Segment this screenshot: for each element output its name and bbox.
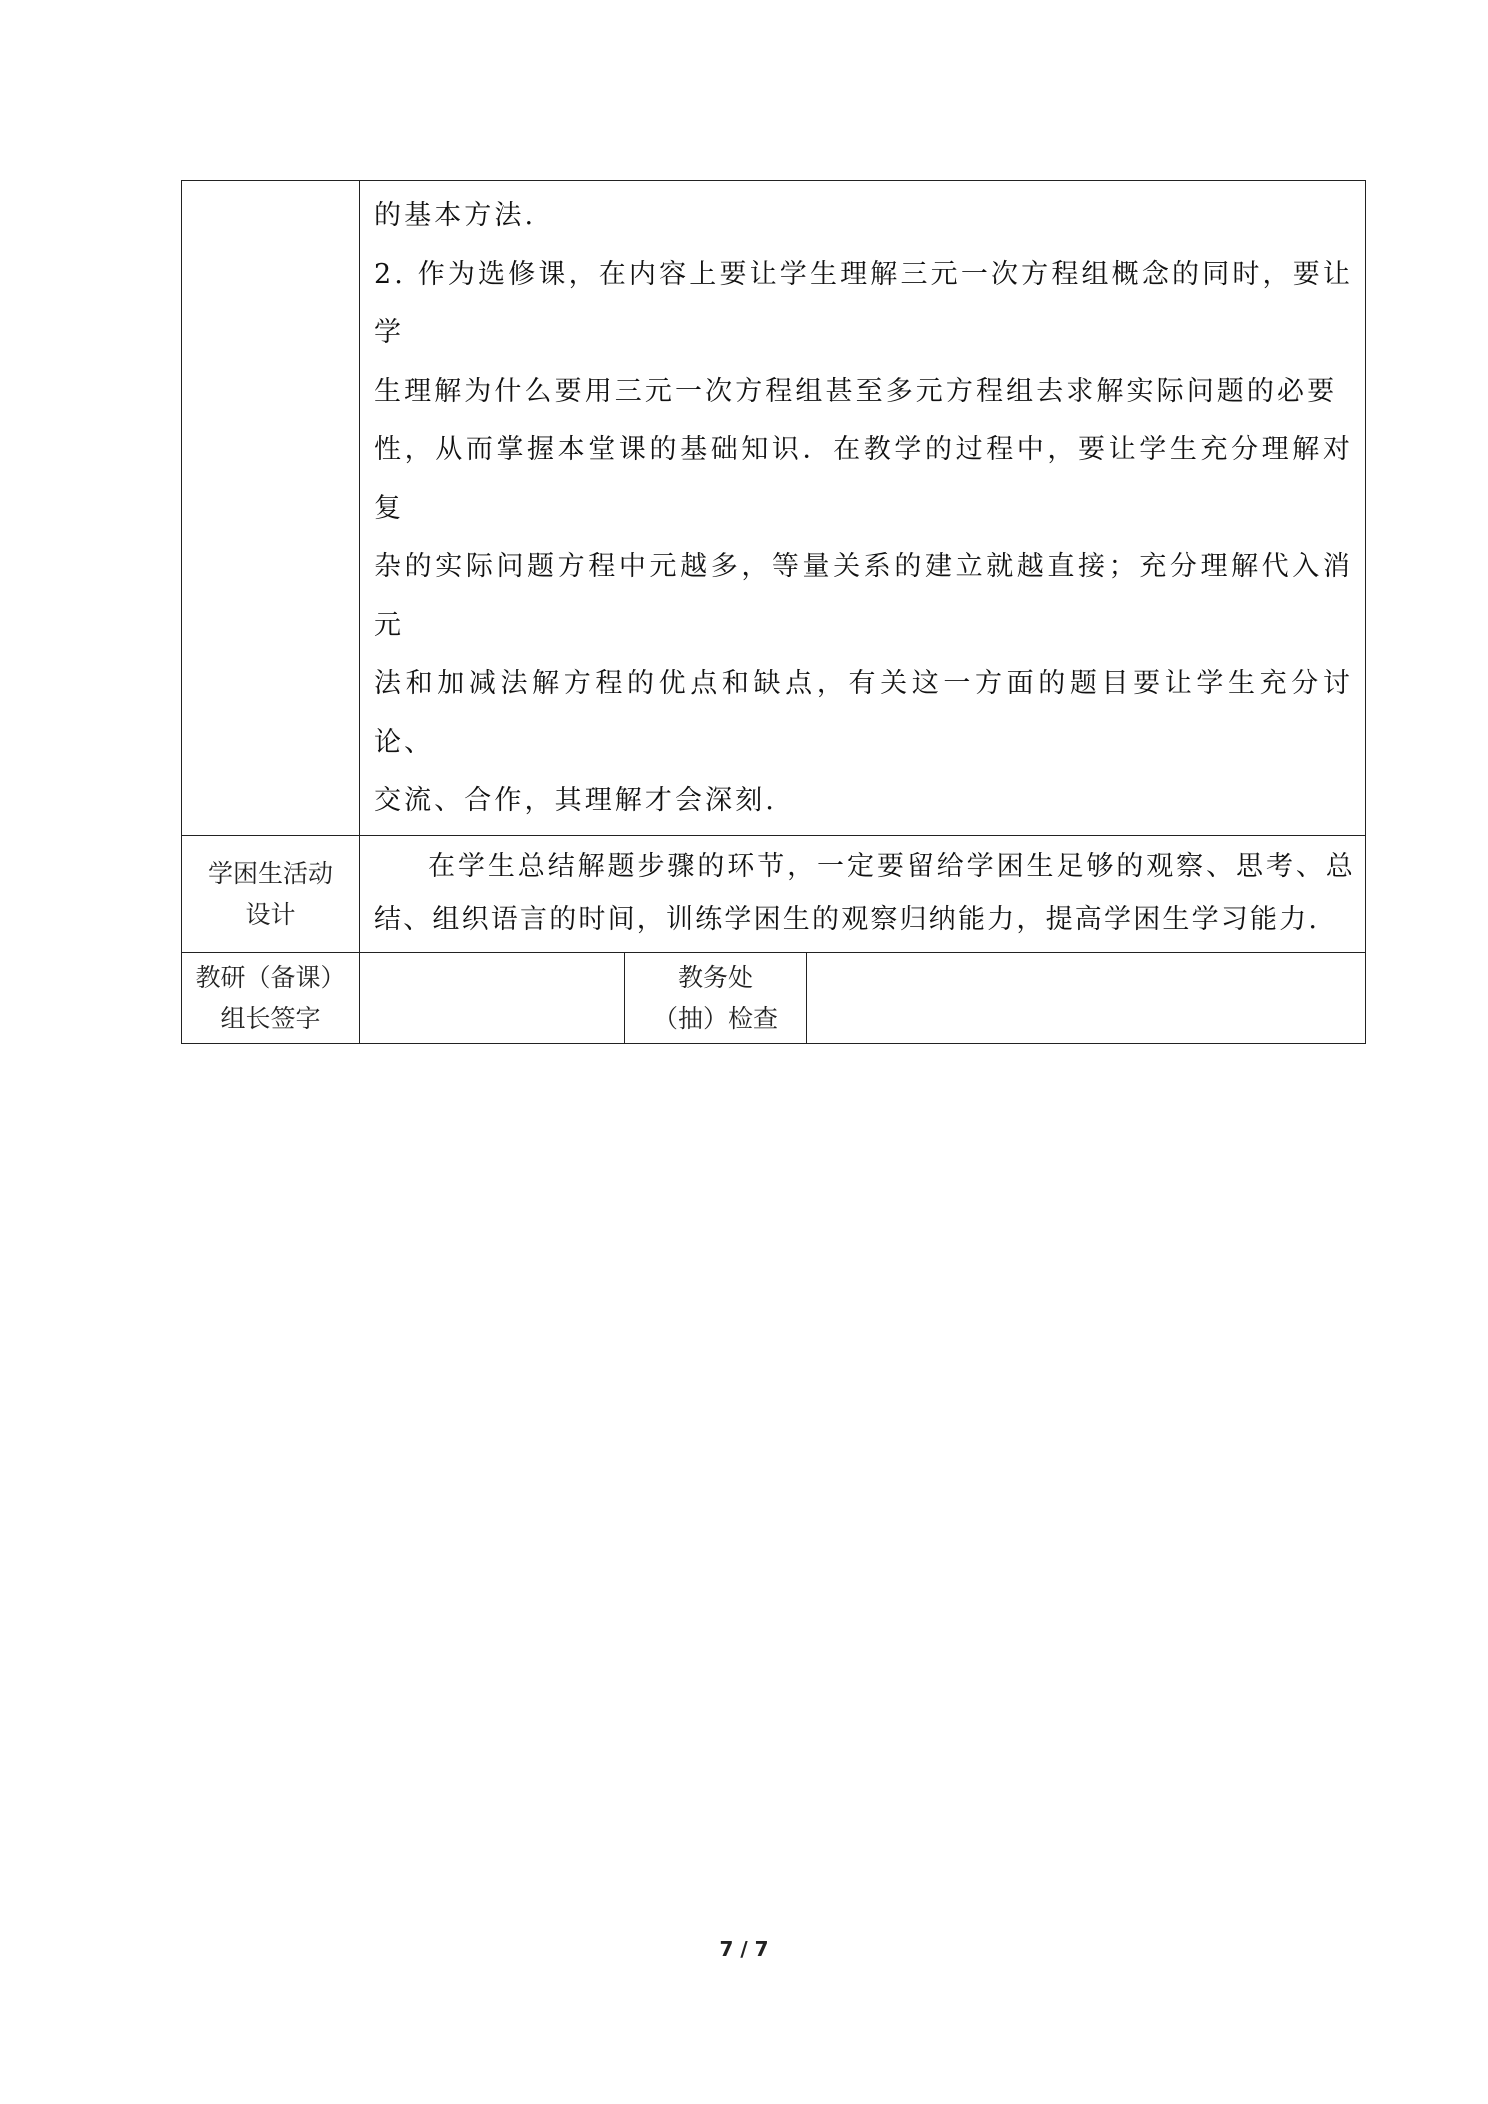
content-line: 的基本方法. <box>374 200 537 231</box>
content-line: 法和加减法解方程的优点和缺点，有关这一方面的题目要让学生充分讨论、 <box>374 668 1353 758</box>
content-line: 性，从而掌握本堂课的基础知识．在教学的过程中，要让学生充分理解对复 <box>374 434 1353 524</box>
page-number: 7 / 7 <box>719 1937 769 1961</box>
content-line: 2. 作为选修课，在内容上要让学生理解三元一次方程组概念的同时，要让学 <box>374 258 1353 348</box>
affairs-label-line: 教务处 <box>677 962 753 992</box>
affairs-check-label <box>625 952 807 1043</box>
signature-row <box>182 952 1366 1043</box>
teaching-notes-label-cell <box>182 181 360 836</box>
research-signature-field <box>360 952 625 1043</box>
lesson-plan-table <box>181 180 1366 1044</box>
research-label-line: 教研（备课） <box>195 962 346 992</box>
content-line: 生理解为什么要用三元一次方程组甚至多元方程组去求解实际问题的必要 <box>374 375 1338 407</box>
research-signature-label <box>182 952 360 1043</box>
teaching-notes-content <box>360 181 1366 836</box>
affairs-check-field <box>807 952 1366 1043</box>
affairs-label-line: （抽）检查 <box>652 1003 778 1033</box>
activity-content <box>360 835 1366 952</box>
activity-row <box>182 835 1366 952</box>
activity-label-line: 设计 <box>245 899 296 929</box>
content-line: 杂的实际问题方程中元越多，等量关系的建立就越直接；充分理解代入消元 <box>374 551 1353 641</box>
activity-label-line: 学困生活动 <box>207 858 333 888</box>
content-line: 交流、合作，其理解才会深刻. <box>374 785 777 816</box>
activity-label <box>182 835 360 952</box>
teaching-notes-row <box>182 181 1366 836</box>
activity-text: 在学生总结解题步骤的环节，一定要留给学困生足够的观察、思考、总结、组织语言的时间，训练学困生的观察归纳能力，提高学困生学习能力. <box>374 850 1355 935</box>
research-label-line: 组长签字 <box>220 1003 321 1033</box>
